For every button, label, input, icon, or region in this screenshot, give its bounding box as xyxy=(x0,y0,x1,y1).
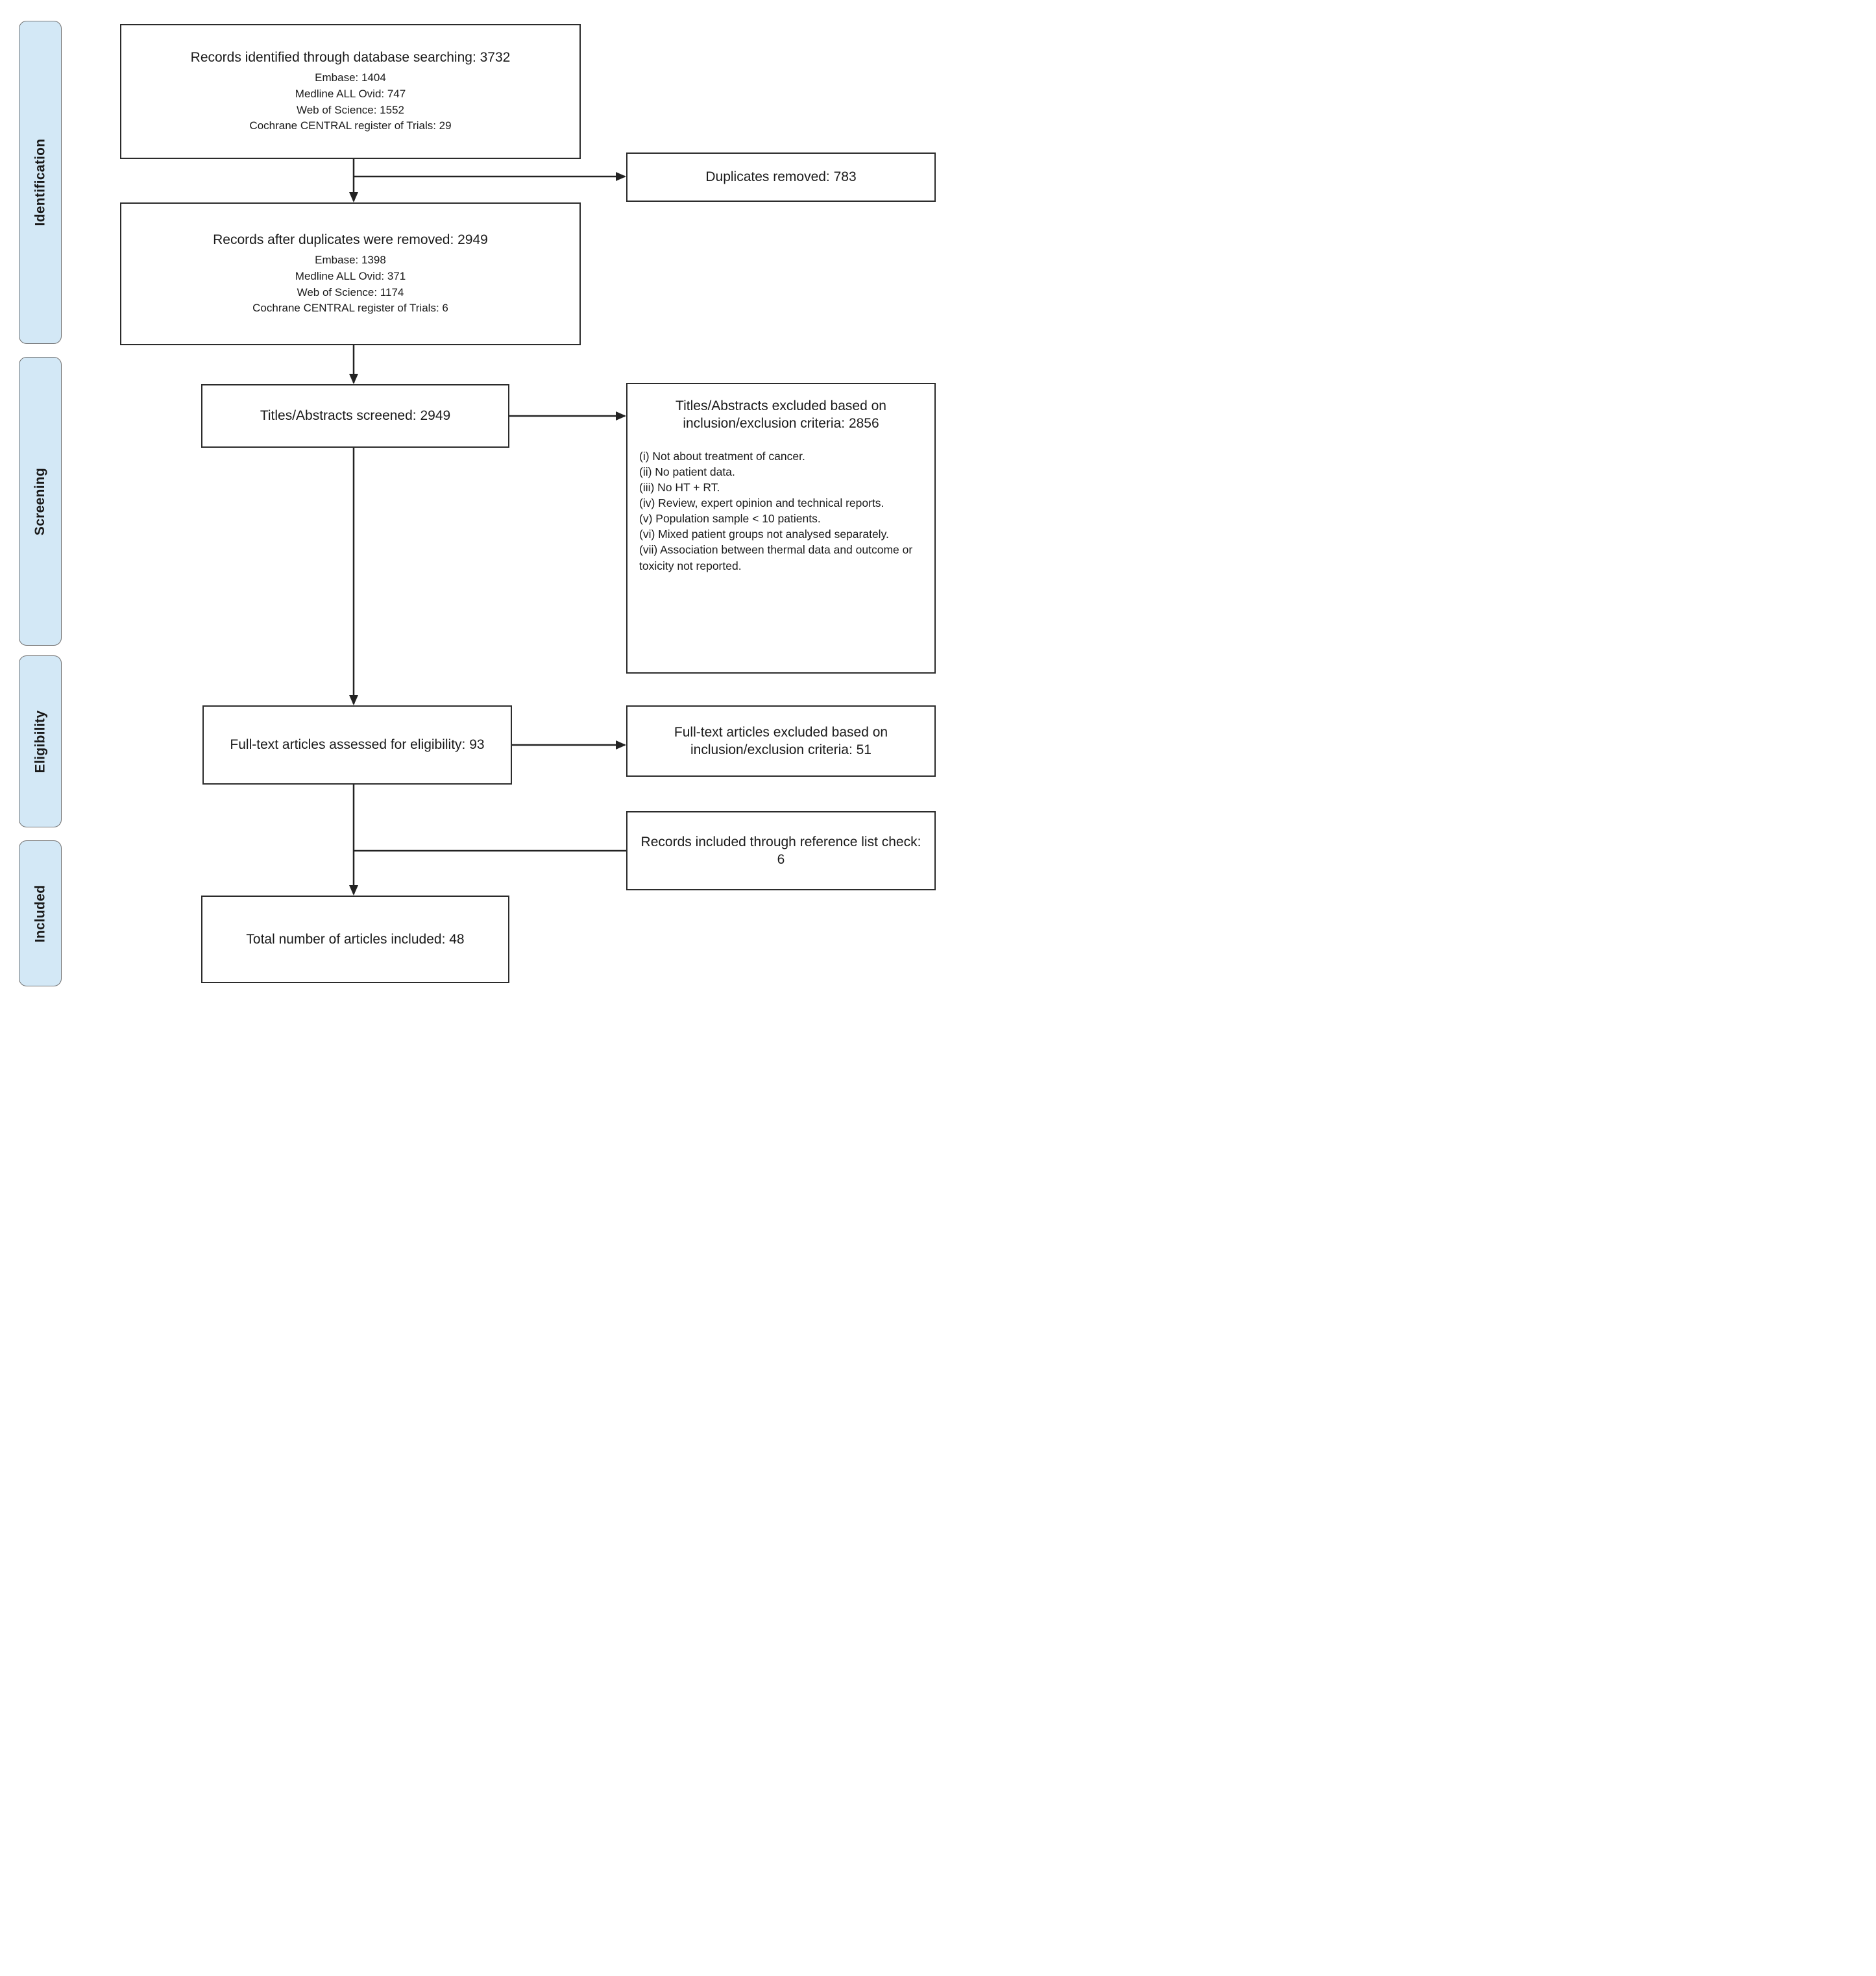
stage-label-eligibility xyxy=(19,655,62,827)
box-fulltext-assessed xyxy=(202,705,512,785)
stage-label-identification xyxy=(19,21,62,344)
box-total-included xyxy=(201,896,509,983)
exclusion-criterion: (iii) No HT + RT. xyxy=(639,480,720,494)
database-count: Web of Science: 1174 xyxy=(297,286,404,299)
box-title: Records after duplicates were removed: 2949 xyxy=(213,232,488,248)
stage-label-included xyxy=(19,840,62,986)
stage-label-text: Included xyxy=(32,884,47,942)
exclusion-criterion: (iv) Review, expert opinion and technical reports. xyxy=(639,496,884,510)
exclusion-criterion: (ii) No patient data. xyxy=(639,465,735,478)
box-title: Duplicates removed: 783 xyxy=(705,169,857,185)
box-fulltext-excluded xyxy=(626,705,936,777)
box-reference-list-check xyxy=(626,811,936,890)
box-title: Records identified through database searching: 3732 xyxy=(190,50,511,66)
database-count: Cochrane CENTRAL register of Trials: 29 xyxy=(249,119,452,132)
database-count: Medline ALL Ovid: 371 xyxy=(295,270,406,282)
exclusion-criteria-list xyxy=(639,448,923,574)
box-records-after-duplicates xyxy=(120,202,581,345)
exclusion-criterion: (vi) Mixed patient groups not analysed separately. xyxy=(639,528,889,541)
box-title: Records included through reference list check: 6 xyxy=(640,834,921,867)
database-count: Embase: 1398 xyxy=(315,254,386,267)
box-title: Titles/Abstracts excluded based on inclusion/exclusion criteria: 2856 xyxy=(676,398,886,432)
stage-label-screening xyxy=(19,357,62,646)
box-titles-abstracts-excluded xyxy=(626,383,936,674)
box-records-identified xyxy=(120,24,581,159)
exclusion-criterion: (v) Population sample < 10 patients. xyxy=(639,512,821,526)
prisma-flow-diagram xyxy=(0,0,938,988)
database-count: Cochrane CENTRAL register of Trials: 6 xyxy=(252,302,448,315)
database-count: Embase: 1404 xyxy=(315,71,386,84)
box-title: Total number of articles included: 48 xyxy=(246,931,465,947)
exclusion-criterion: (vii) Association between thermal data and outcome or toxicity not reported. xyxy=(639,543,913,572)
database-count: Medline ALL Ovid: 747 xyxy=(295,88,406,100)
box-title: Full-text articles assessed for eligibility: 93 xyxy=(230,737,485,753)
box-titles-abstracts-screened xyxy=(201,384,509,448)
box-title: Full-text articles excluded based on inclusion/exclusion criteria: 51 xyxy=(674,724,888,757)
box-title: Titles/Abstracts screened: 2949 xyxy=(260,408,451,424)
stage-label-text: Screening xyxy=(32,467,48,535)
box-duplicates-removed xyxy=(626,152,936,202)
database-count: Web of Science: 1552 xyxy=(296,103,404,116)
stage-label-text: Identification xyxy=(32,138,47,226)
exclusion-criterion: (i) Not about treatment of cancer. xyxy=(639,449,805,463)
stage-label-text: Eligibility xyxy=(32,710,47,773)
